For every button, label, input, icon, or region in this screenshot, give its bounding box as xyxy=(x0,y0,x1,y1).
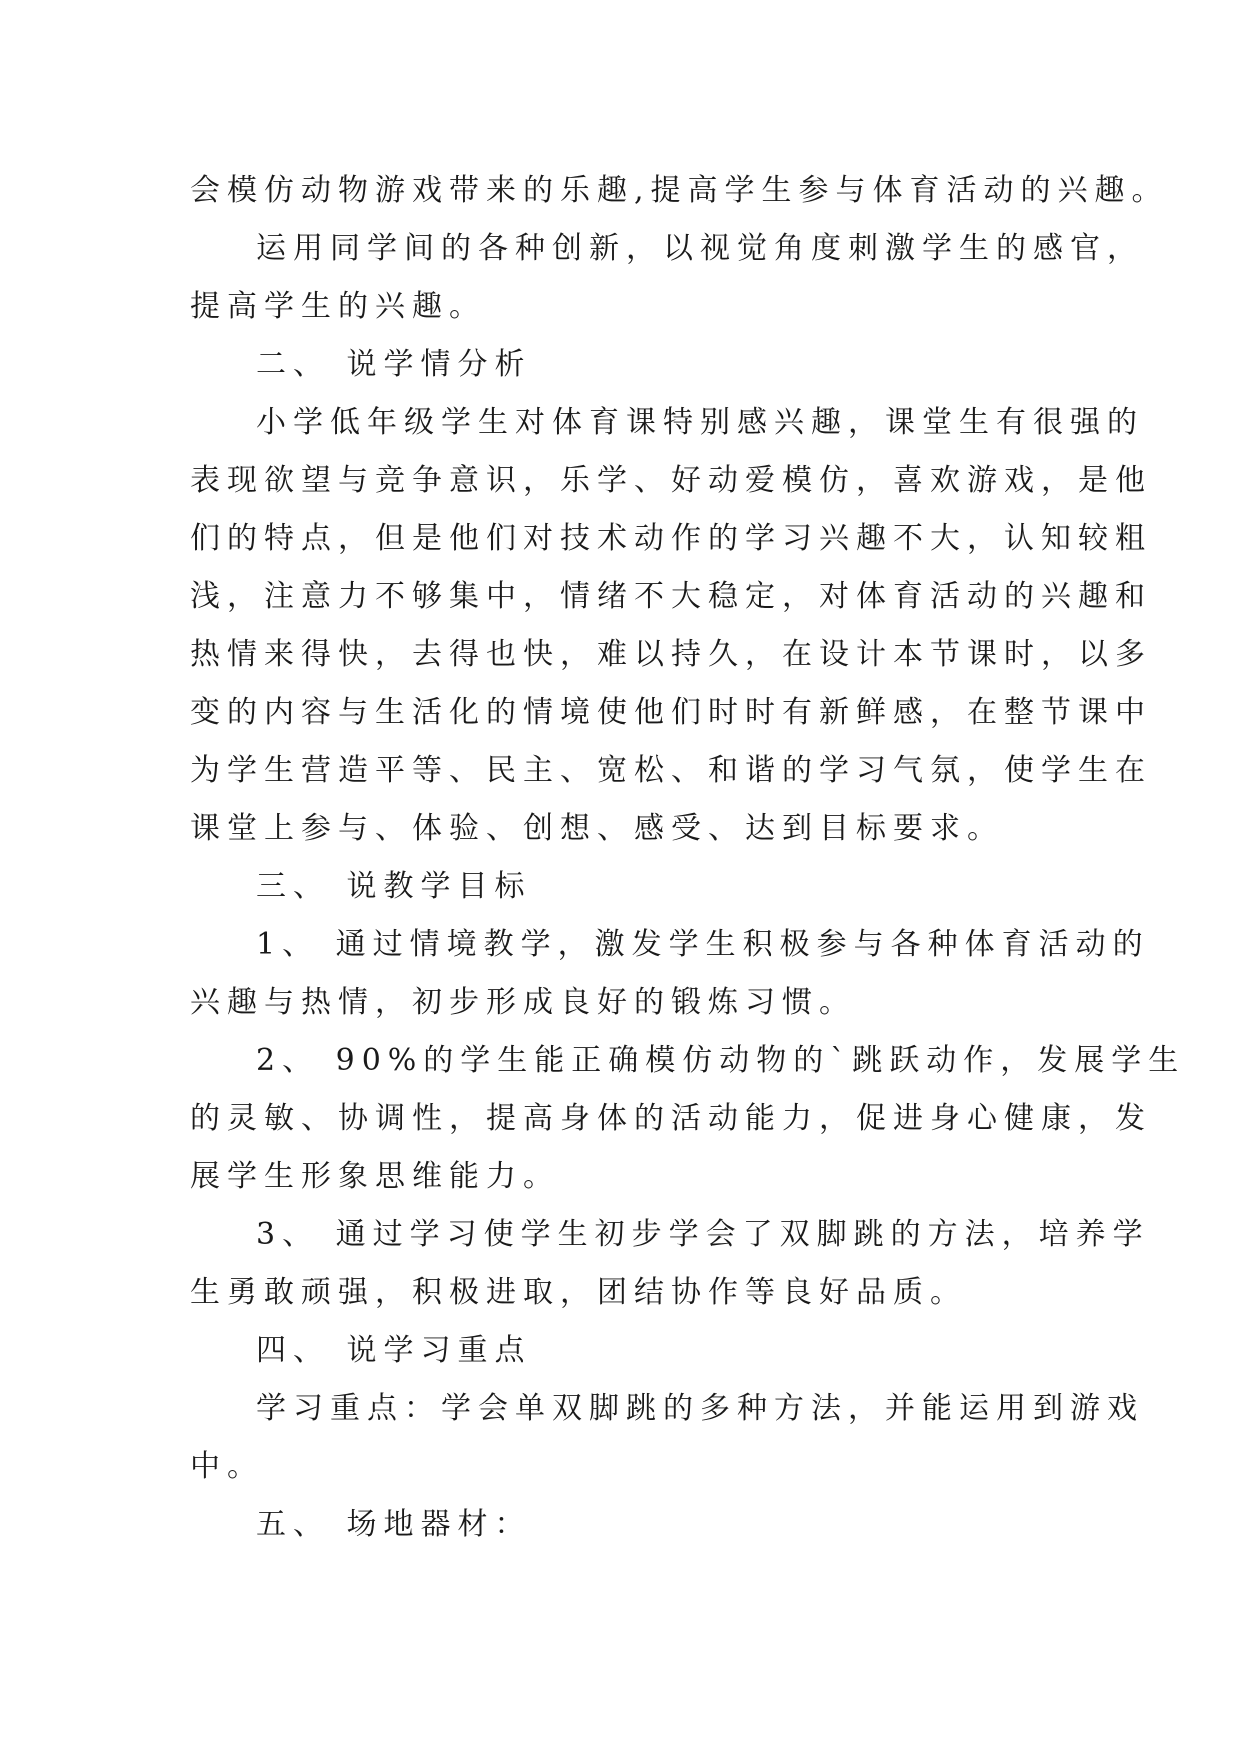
text-line-11: 为学生营造平等、民主、宽松、和谐的学习气氛，使学生在 xyxy=(190,753,1152,788)
text-line-15: 兴趣与热情，初步形成良好的锻炼习惯。 xyxy=(190,985,856,1020)
text-line-16: 2、 90%的学生能正确模仿动物的`跳跃动作，发展学生 xyxy=(256,1043,1186,1078)
text-line-12: 课堂上参与、体验、创想、感受、达到目标要求。 xyxy=(190,811,1004,846)
text-line-7: 们的特点，但是他们对技术动作的学习兴趣不大，认知较粗 xyxy=(190,521,1152,556)
text-line-5: 小学低年级学生对体育课特别感兴趣，课堂生有很强的 xyxy=(256,405,1144,440)
section-heading-5: 五、 场地器材： xyxy=(256,1507,532,1542)
text-line-3: 提高学生的兴趣。 xyxy=(190,289,486,324)
text-line-6: 表现欲望与竞争意识，乐学、好动爱模仿，喜欢游戏，是他 xyxy=(190,463,1152,498)
text-line-10: 变的内容与生活化的情境使他们时时有新鲜感，在整节课中 xyxy=(190,695,1152,730)
text-line-17: 的灵敏、协调性，提高身体的活动能力，促进身心健康，发 xyxy=(190,1101,1152,1136)
text-line-23: 中。 xyxy=(190,1449,264,1484)
section-heading-4: 四、 说学习重点 xyxy=(256,1333,532,1368)
section-heading-2: 二、 说学情分析 xyxy=(256,347,532,382)
text-line-8: 浅，注意力不够集中，情绪不大稳定，对体育活动的兴趣和 xyxy=(190,579,1152,614)
text-line-1: 会模仿动物游戏带来的乐趣,提高学生参与体育活动的兴趣。 xyxy=(190,173,1169,208)
text-line-19: 3、 通过学习使学生初步学会了双脚跳的方法，培养学 xyxy=(256,1217,1150,1252)
text-line-9: 热情来得快，去得也快，难以持久，在设计本节课时，以多 xyxy=(190,637,1152,672)
text-line-20: 生勇敢顽强，积极进取，团结协作等良好品质。 xyxy=(190,1275,967,1310)
text-line-22: 学习重点：学会单双脚跳的多种方法，并能运用到游戏 xyxy=(256,1391,1144,1426)
document-body xyxy=(190,162,1186,1554)
text-line-2: 运用同学间的各种创新，以视觉角度刺激学生的感官， xyxy=(256,231,1144,266)
text-line-18: 展学生形象思维能力。 xyxy=(190,1159,560,1194)
section-heading-3: 三、 说教学目标 xyxy=(256,869,532,904)
text-line-14: 1、 通过情境教学，激发学生积极参与各种体育活动的 xyxy=(256,927,1150,962)
